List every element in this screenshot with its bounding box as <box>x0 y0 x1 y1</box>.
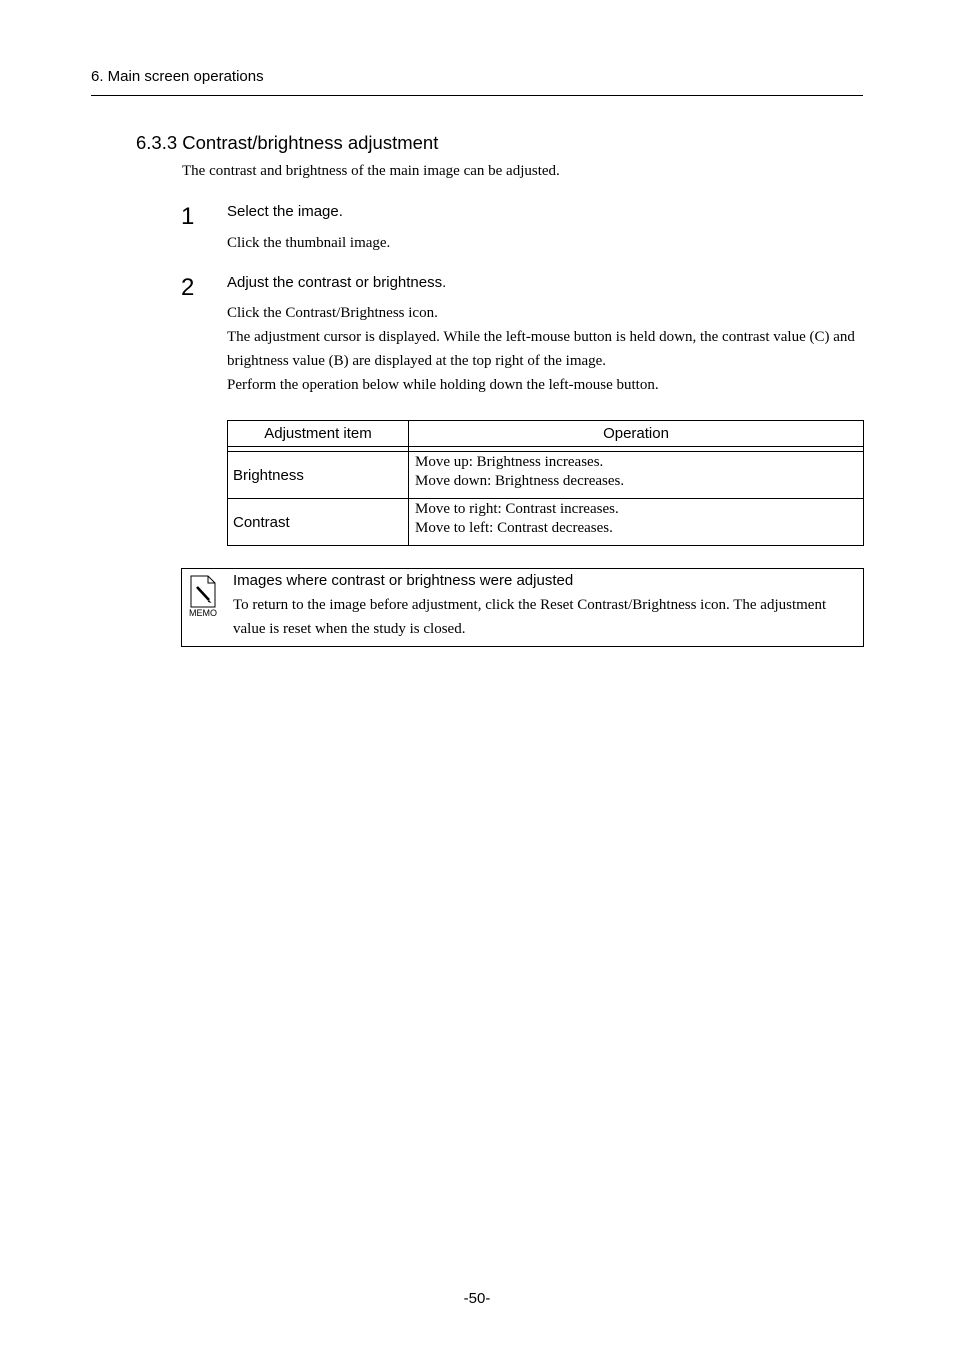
operation-line: Move to right: Contrast increases. <box>415 501 619 517</box>
table-row <box>228 499 864 546</box>
table-cell-item: Brightness <box>228 452 409 499</box>
step-2-line: The adjustment cursor is displayed. While the left-mouse button is held down, the contrast value (C) and brightness value (B) are displayed at the top right of the image. <box>227 329 855 369</box>
table-cell-operation <box>409 452 864 499</box>
section-title: 6.3.3 Contrast/brightness adjustment <box>136 132 439 153</box>
memo-title: Images where contrast or brightness were adjusted <box>233 572 574 589</box>
step-1-number: 1 <box>181 203 195 230</box>
memo-box <box>181 568 864 647</box>
table-header-operation: Operation <box>409 421 864 447</box>
operation-table <box>227 420 864 546</box>
operation-line: Move down: Brightness decreases. <box>415 473 625 489</box>
operation-line: Move up: Brightness increases. <box>415 454 604 470</box>
table-header-item: Adjustment item <box>228 421 409 447</box>
step-2-body <box>227 301 867 397</box>
step-1-heading: Select the image. <box>227 203 343 220</box>
table-cell-operation <box>409 499 864 546</box>
step-1-line: Click the thumbnail image. <box>227 235 391 251</box>
step-2-number: 2 <box>181 274 195 301</box>
step-2-line: Perform the operation below while holding down the left-mouse button. <box>227 377 659 393</box>
page-number: -50- <box>463 1290 491 1307</box>
running-header: 6. Main screen operations <box>91 68 264 85</box>
step-2-line: Click the Contrast/Brightness icon. <box>227 305 438 321</box>
table-row <box>228 452 864 499</box>
memo-icon-label: MEMO <box>189 608 217 618</box>
step-1-body <box>227 231 867 255</box>
section-intro: The contrast and brightness of the main image can be adjusted. <box>182 163 560 179</box>
memo-text: To return to the image before adjustment, click the Reset Contrast/Brightness icon. The adjustment value is reset when the study is closed. <box>233 597 827 637</box>
memo-pencil-icon <box>188 575 218 619</box>
step-2-heading: Adjust the contrast or brightness. <box>227 274 447 291</box>
header-rule <box>91 95 863 96</box>
table-cell-item: Contrast <box>228 499 409 546</box>
table-header-row <box>228 421 864 447</box>
operation-line: Move to left: Contrast decreases. <box>415 520 613 536</box>
